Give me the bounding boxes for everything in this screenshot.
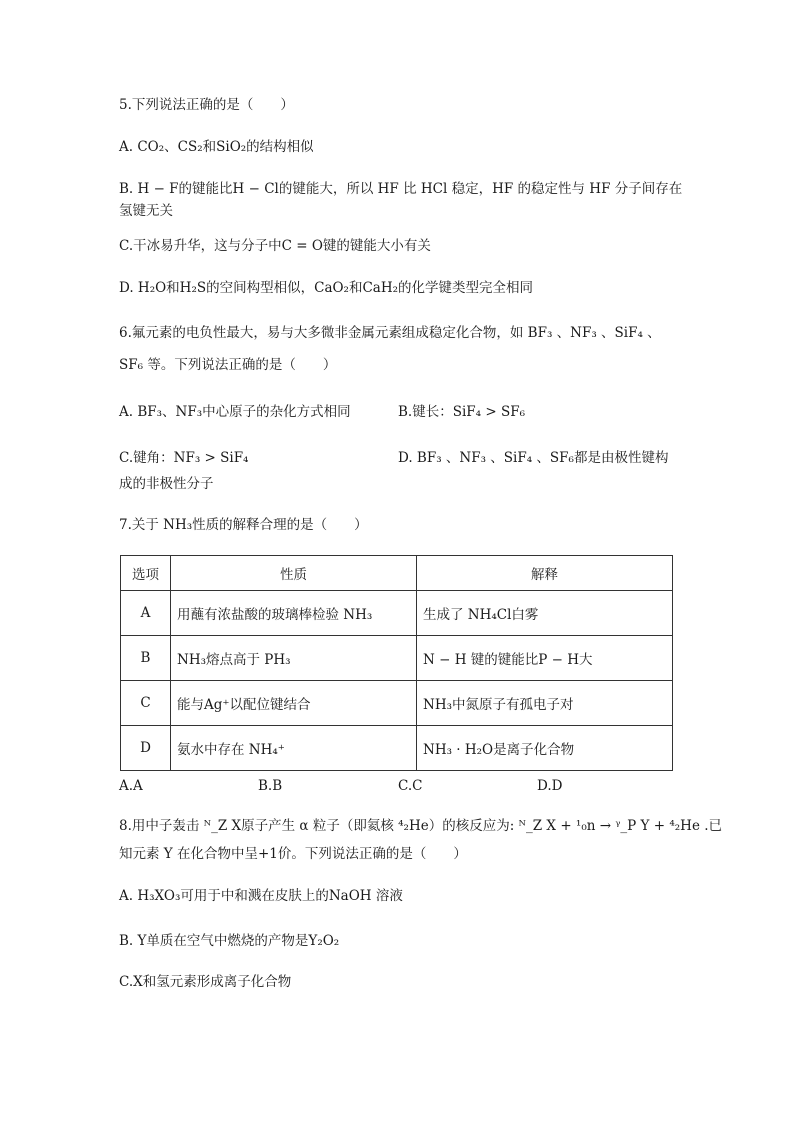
row-property: 氨水中存在 NH₄⁺ bbox=[171, 726, 417, 771]
q8-option-b: B. Y单质在空气中燃烧的产物是Y₂O₂ bbox=[119, 933, 340, 949]
q5-option-b-line1: B. H − F的键能比H − Cl的键能大，所以 HF 比 HCl 稳定，HF 的稳定性与 HF 分子间存在 bbox=[119, 181, 683, 197]
row-explanation: NH₃ · H₂O是离子化合物 bbox=[417, 726, 673, 771]
q6-option-d-line2: 成的非极性分子 bbox=[119, 476, 214, 492]
q7-answer-c: C.C bbox=[398, 778, 423, 794]
q5-option-d: D. H₂O和H₂S的空间构型相似，CaO₂和CaH₂的化学键类型完全相同 bbox=[119, 280, 534, 296]
q7-stem: 7.关于 NH₃性质的解释合理的是（ ） bbox=[119, 517, 368, 533]
row-option: C bbox=[121, 681, 171, 726]
table-row bbox=[121, 681, 673, 726]
q6-option-b: B.键长：SiF₄ > SF₆ bbox=[398, 404, 525, 420]
table-header-row bbox=[121, 556, 673, 591]
table-row bbox=[121, 636, 673, 681]
q7-answer-b: B.B bbox=[258, 778, 283, 794]
q7-answer-d: D.D bbox=[537, 778, 563, 794]
q6-option-c: C.键角：NF₃ > SiF₄ bbox=[119, 450, 249, 466]
header-explanation: 解释 bbox=[417, 556, 673, 591]
q6-stem-line1: 6.氟元素的电负性最大，易与大多微非金属元素组成稳定化合物，如 BF₃ 、NF₃ 、SiF₄ 、 bbox=[119, 325, 661, 341]
row-property: NH₃熔点高于 PH₃ bbox=[171, 636, 417, 681]
q5-stem: 5.下列说法正确的是（ ） bbox=[119, 97, 294, 113]
q6-option-d-line1: D. BF₃ 、NF₃ 、SiF₄ 、SF₆都是由极性键构 bbox=[398, 450, 669, 466]
q6-stem-line2: SF₆ 等。下列说法正确的是（ ） bbox=[119, 357, 337, 373]
q8-stem-line2: 知元素 Y 在化合物中呈+1价。下列说法正确的是（ ） bbox=[119, 846, 467, 862]
row-explanation: N − H 键的键能比P − H大 bbox=[417, 636, 673, 681]
table-row bbox=[121, 591, 673, 636]
q8-stem-line1: 8.用中子轰击 ᴺ_Z X原子产生 α 粒子（即氦核 ⁴₂He）的核反应为: ᴺ_Z X + ¹₀n → ᵞ_P Y + ⁴₂He .已 bbox=[119, 818, 723, 834]
header-property: 性质 bbox=[171, 556, 417, 591]
q6-option-a: A. BF₃、NF₃中心原子的杂化方式相同 bbox=[119, 404, 351, 420]
q5-option-c: C.干冰易升华，这与分子中C = O键的键能大小有关 bbox=[119, 238, 431, 254]
row-option: A bbox=[121, 591, 171, 636]
row-explanation: 生成了 NH₄Cl白雾 bbox=[417, 591, 673, 636]
row-property: 能与Ag⁺以配位键结合 bbox=[171, 681, 417, 726]
row-property: 用蘸有浓盐酸的玻璃棒检验 NH₃ bbox=[171, 591, 417, 636]
header-option: 选项 bbox=[121, 556, 171, 591]
row-explanation: NH₃中氮原子有孤电子对 bbox=[417, 681, 673, 726]
q8-option-a: A. H₃XO₃可用于中和溅在皮肤上的NaOH 溶液 bbox=[119, 888, 403, 904]
row-option: B bbox=[121, 636, 171, 681]
q5-option-a: A. CO₂、CS₂和SiO₂的结构相似 bbox=[119, 139, 314, 155]
q7-table bbox=[120, 555, 673, 771]
row-option: D bbox=[121, 726, 171, 771]
table-row bbox=[121, 726, 673, 771]
q5-option-b-line2: 氢键无关 bbox=[119, 203, 173, 219]
q7-answer-a: A.A bbox=[119, 778, 143, 794]
q8-option-c: C.X和氢元素形成离子化合物 bbox=[119, 974, 292, 990]
